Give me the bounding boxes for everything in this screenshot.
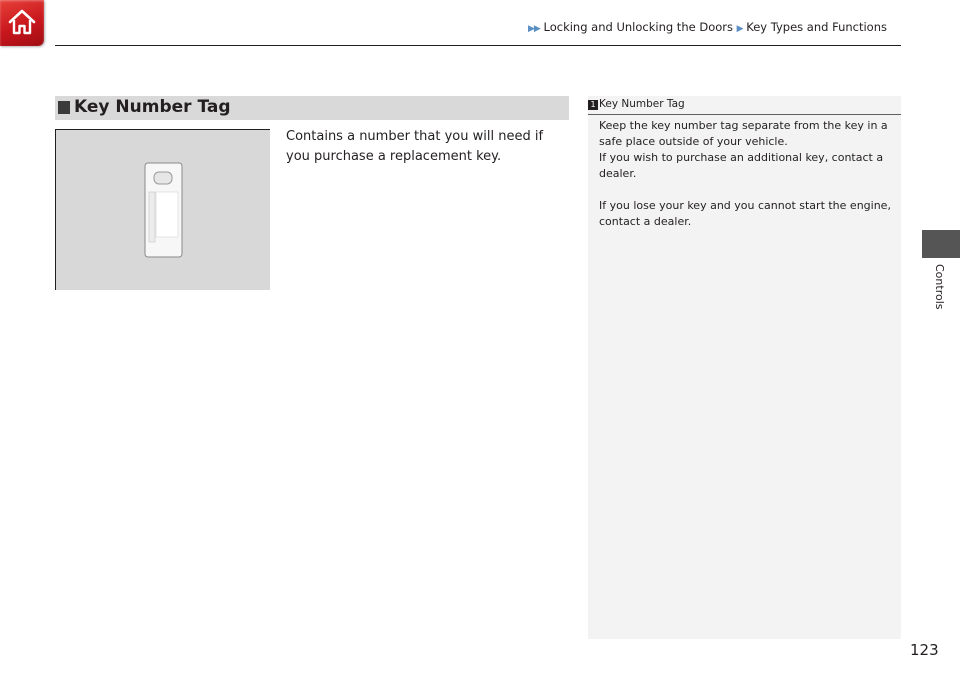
sidenote-paragraph: If you wish to purchase an additional key, contact a dealer. — [599, 151, 884, 180]
section-title: Key Number Tag — [74, 97, 231, 117]
section-heading-bar — [55, 96, 569, 120]
home-button[interactable] — [0, 0, 44, 46]
home-icon — [7, 7, 37, 37]
chapter-tab-label: Controls — [933, 264, 946, 310]
breadcrumb — [528, 20, 904, 34]
section-body-text: Contains a number that you will need if you purchase a replacement key. — [286, 129, 544, 164]
sidenote-marker-icon: 1 — [588, 100, 598, 110]
key-number-tag-icon — [144, 162, 184, 258]
sidenote-title: Key Number Tag — [599, 98, 685, 110]
breadcrumb-item-key-types[interactable]: Key Types and Functions — [746, 20, 887, 34]
sidenote-paragraph: Keep the key number tag separate from the key in a safe place outside of your vehicle. — [599, 119, 888, 148]
page-number: 123 — [910, 641, 939, 659]
section-square-icon — [58, 101, 70, 114]
breadcrumb-item-locking[interactable]: Locking and Unlocking the Doors — [543, 20, 733, 34]
header-divider — [55, 45, 901, 46]
breadcrumb-arrow-icon: ▶▶ — [528, 24, 540, 34]
sidenote-body — [599, 118, 897, 230]
sidenote-paragraph: If you lose your key and you cannot start the engine, contact a dealer. — [599, 199, 891, 228]
sidenote-header — [588, 98, 901, 115]
chapter-tab-controls[interactable] — [922, 230, 960, 258]
key-tag-illustration — [55, 129, 270, 290]
sidenote-panel — [588, 96, 901, 639]
breadcrumb-arrow-icon: ▶ — [736, 24, 743, 34]
